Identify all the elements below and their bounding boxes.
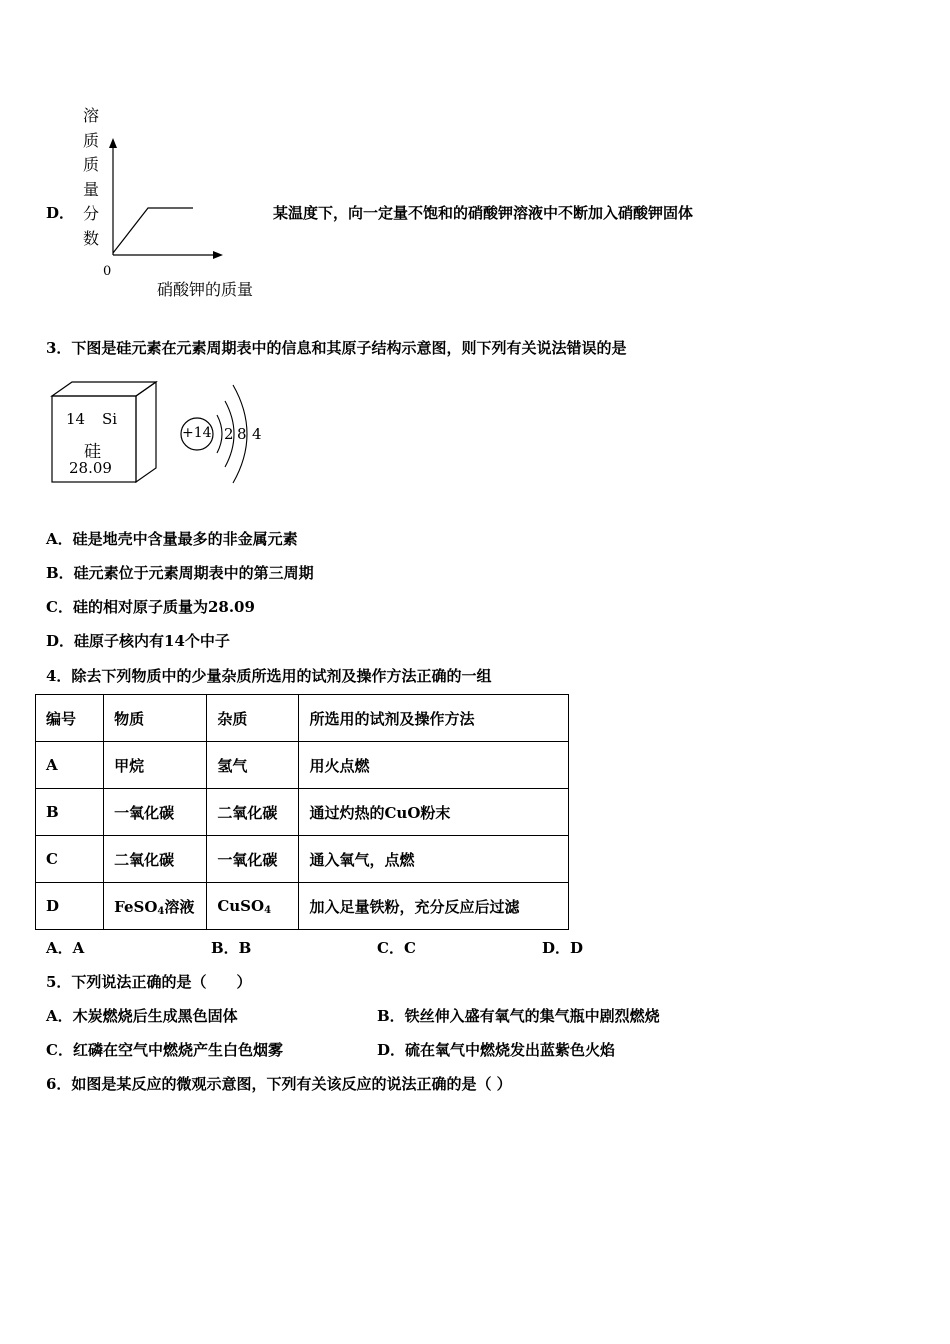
header-cell: 物质 — [104, 695, 207, 742]
table-cell: B — [36, 789, 104, 836]
shell-electrons-2: 8 — [237, 425, 247, 443]
table-cell: 甲烷 — [104, 742, 207, 789]
q4-choice-a: A．A — [46, 939, 85, 957]
table-cell: 氢气 — [207, 742, 299, 789]
q4-choice-d: D．D — [542, 939, 584, 957]
element-number: 14 — [66, 410, 86, 428]
graph-curve — [113, 208, 193, 253]
q2-option-d-label: D． — [46, 204, 75, 222]
table-cell: C — [36, 836, 104, 883]
q4-choice-c: C．C — [377, 939, 416, 957]
header-cell: 杂质 — [207, 695, 299, 742]
table-header-row — [36, 695, 569, 742]
table-row — [36, 883, 569, 930]
q2-option-d-text: 某温度下，向一定量不饱和的硝酸钾溶液中不断加入硝酸钾固体 — [273, 204, 694, 222]
x-axis-arrow — [213, 251, 223, 259]
element-name: 硅 — [84, 442, 101, 462]
table-cell: 通入氧气，点燃 — [299, 836, 569, 883]
graph-x-axis-label: 硝酸钾的质量 — [157, 280, 254, 299]
y-axis-arrow — [109, 138, 117, 148]
q3-option-c: C．硅的相对原子质量为28.09 — [46, 598, 255, 616]
header-cell: 编号 — [36, 695, 104, 742]
table-cell: 加入足量铁粉，充分反应后过滤 — [299, 883, 569, 930]
table-cell: 通过灼热的CuO粉末 — [299, 789, 569, 836]
shell-electrons-3: 4 — [252, 425, 262, 443]
q4-stem: 4．除去下列物质中的少量杂质所选用的试剂及操作方法正确的一组 — [46, 667, 492, 685]
table-row — [36, 742, 569, 789]
header-cell: 所选用的试剂及操作方法 — [299, 695, 569, 742]
q3-option-b: B．硅元素位于元素周期表中的第三周期 — [46, 564, 314, 582]
nucleus-charge: +14 — [182, 425, 212, 441]
q4-choice-b: B．B — [211, 939, 252, 957]
table-cell: 一氧化碳 — [207, 836, 299, 883]
table-cell: 一氧化碳 — [104, 789, 207, 836]
graph-y-axis-label: 溶 质 质 量 分 数 — [82, 106, 99, 248]
q5-option-b: B．铁丝伸入盛有氧气的集气瓶中剧烈燃烧 — [377, 1007, 660, 1025]
table-cell: 二氧化碳 — [104, 836, 207, 883]
table-cell-copper-sulfate: CuSO$_4$ — [207, 883, 299, 930]
table-cell: D — [36, 883, 104, 930]
table-cell: 二氧化碳 — [207, 789, 299, 836]
element-symbol: Si — [102, 410, 118, 428]
shell-electrons-1: 2 — [224, 425, 234, 443]
q5-option-c: C．红磷在空气中燃烧产生白色烟雾 — [46, 1041, 283, 1059]
element-mass: 28.09 — [69, 459, 112, 477]
electron-shell-1 — [217, 415, 222, 453]
table-cell: A — [36, 742, 104, 789]
q5-stem: 5．下列说法正确的是（ ） — [46, 973, 252, 991]
table-row — [36, 789, 569, 836]
table-cell-ferrous-sulfate: FeSO$_4$溶液 — [104, 883, 207, 930]
q5-option-d: D．硫在氧气中燃烧发出蓝紫色火焰 — [377, 1041, 616, 1059]
q6-stem: 6．如图是某反应的微观示意图，下列有关该反应的说法正确的是（ ） — [46, 1075, 512, 1093]
table-row — [36, 836, 569, 883]
graph-origin: 0 — [103, 264, 112, 279]
impurity-removal-table — [35, 694, 569, 930]
q3-option-a: A．硅是地壳中含量最多的非金属元素 — [46, 530, 298, 548]
q5-option-a: A．木炭燃烧后生成黑色固体 — [46, 1007, 238, 1025]
solute-fraction-graph — [100, 135, 230, 265]
q3-stem: 3．下图是硅元素在元素周期表中的信息和其原子结构示意图，则下列有关说法错误的是 — [46, 339, 627, 357]
table-cell: 用火点燃 — [299, 742, 569, 789]
q3-option-d: D．硅原子核内有14个中子 — [46, 632, 230, 650]
